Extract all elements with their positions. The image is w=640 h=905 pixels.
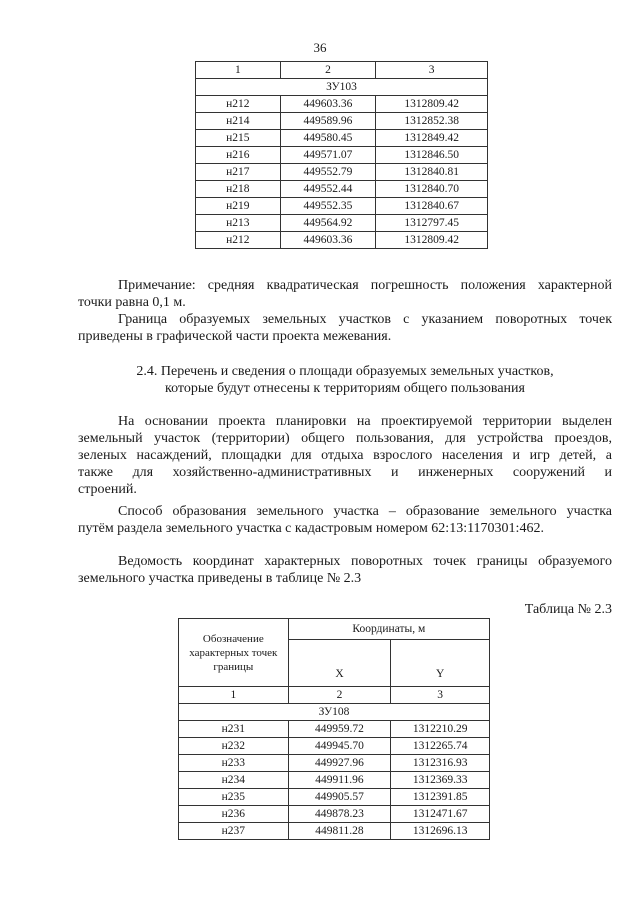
point-id: н236 bbox=[179, 806, 289, 823]
point-id: н219 bbox=[196, 198, 281, 215]
paragraph-line: строений. bbox=[78, 482, 137, 497]
coord-x: 449564.92 bbox=[280, 215, 376, 232]
table-header-row bbox=[196, 62, 488, 79]
coordinates-header: Координаты, м bbox=[288, 619, 489, 640]
coord-x: 449552.44 bbox=[280, 181, 376, 198]
coord-y: 1312696.13 bbox=[391, 823, 490, 840]
page-number: 36 bbox=[313, 40, 327, 55]
paragraph-coordinates-statement bbox=[78, 553, 612, 587]
column-number: 2 bbox=[288, 687, 391, 704]
coord-x: 449905.57 bbox=[288, 789, 391, 806]
point-id: н231 bbox=[179, 721, 289, 738]
coord-x: 449811.28 bbox=[288, 823, 391, 840]
coordinates-table-zu108 bbox=[178, 618, 490, 840]
column-number: 3 bbox=[391, 687, 490, 704]
paragraph-line: На основании проекта планировки на проектируемой территории выделен bbox=[118, 414, 612, 429]
coord-y: 1312316.93 bbox=[391, 755, 490, 772]
coord-x: 449552.35 bbox=[280, 198, 376, 215]
table-row bbox=[179, 772, 490, 789]
point-id: н214 bbox=[196, 113, 281, 130]
paragraph-line: путём раздела земельного участка с кадастровым номером 62:13:1170301:462. bbox=[78, 521, 544, 536]
coord-x: 449552.79 bbox=[280, 164, 376, 181]
table-row bbox=[196, 96, 488, 113]
table-row bbox=[196, 164, 488, 181]
point-id: н218 bbox=[196, 181, 281, 198]
coord-y: 1312809.42 bbox=[376, 96, 488, 113]
coord-y: 1312840.81 bbox=[376, 164, 488, 181]
paragraph-line: также для хозяйственно-административных и инженерных сооружений и bbox=[78, 465, 612, 480]
coord-x: 449603.36 bbox=[280, 232, 376, 249]
paragraph-formation-method bbox=[78, 503, 612, 537]
table-row bbox=[196, 130, 488, 147]
column-number: 1 bbox=[196, 62, 281, 79]
point-id: н212 bbox=[196, 232, 281, 249]
coord-y: 1312391.85 bbox=[391, 789, 490, 806]
table-number-row bbox=[179, 687, 490, 704]
table-row bbox=[179, 789, 490, 806]
header-line: границы bbox=[213, 660, 254, 673]
header-line: характерных точек bbox=[189, 646, 278, 659]
parcel-label: ЗУ108 bbox=[179, 704, 490, 721]
header-line: Обозначение bbox=[202, 632, 264, 645]
note-block bbox=[78, 277, 612, 345]
table-row bbox=[179, 755, 490, 772]
parcel-label: ЗУ103 bbox=[196, 79, 488, 96]
column-number: 1 bbox=[179, 687, 289, 704]
paragraph-line: земельный участок (территории) общего пользования, для устройства проездов, bbox=[78, 431, 612, 446]
column-number: 3 bbox=[376, 62, 488, 79]
coord-y: 1312369.33 bbox=[391, 772, 490, 789]
paragraph-public-land bbox=[78, 413, 612, 498]
coord-y: 1312840.70 bbox=[376, 181, 488, 198]
section-heading bbox=[78, 363, 612, 397]
point-id: н234 bbox=[179, 772, 289, 789]
coordinates-table-zu103 bbox=[195, 61, 488, 249]
point-id: н232 bbox=[179, 738, 289, 755]
table-row bbox=[179, 806, 490, 823]
coord-y: 1312840.67 bbox=[376, 198, 488, 215]
table-row bbox=[196, 147, 488, 164]
note-line: точки равна 0,1 м. bbox=[78, 295, 186, 310]
coord-y: 1312265.74 bbox=[391, 738, 490, 755]
point-id: н233 bbox=[179, 755, 289, 772]
table-row bbox=[196, 113, 488, 130]
y-header: Y bbox=[391, 640, 490, 687]
table-row bbox=[196, 215, 488, 232]
coord-x: 449571.07 bbox=[280, 147, 376, 164]
paragraph-line: Способ образования земельного участка – образование земельного участка bbox=[118, 504, 612, 519]
coord-x: 449911.96 bbox=[288, 772, 391, 789]
coord-x: 449945.70 bbox=[288, 738, 391, 755]
note-line: Примечание: средняя квадратическая погрешность положения характерной bbox=[118, 278, 612, 293]
point-id: н212 bbox=[196, 96, 281, 113]
coord-y: 1312210.29 bbox=[391, 721, 490, 738]
column-number: 2 bbox=[280, 62, 376, 79]
coord-y: 1312849.42 bbox=[376, 130, 488, 147]
paragraph-line: зеленых насаждений, площадки для отдыха взрослого населения и игр детей, а bbox=[78, 448, 612, 463]
coord-x: 449878.23 bbox=[288, 806, 391, 823]
coord-y: 1312846.50 bbox=[376, 147, 488, 164]
coord-x: 449589.96 bbox=[280, 113, 376, 130]
coord-x: 449603.36 bbox=[280, 96, 376, 113]
point-id: н215 bbox=[196, 130, 281, 147]
point-id: н216 bbox=[196, 147, 281, 164]
paragraph-line: земельного участка приведены в таблице № 2.3 bbox=[78, 571, 362, 586]
note-line: Граница образуемых земельных участков с указанием поворотных точек bbox=[118, 312, 612, 327]
note-line: приведены в графической части проекта межевания. bbox=[78, 329, 392, 344]
coord-y: 1312852.38 bbox=[376, 113, 488, 130]
coord-y: 1312797.45 bbox=[376, 215, 488, 232]
coord-y: 1312471.67 bbox=[391, 806, 490, 823]
table-header-row bbox=[179, 619, 490, 640]
coord-x: 449959.72 bbox=[288, 721, 391, 738]
paragraph-line: Ведомость координат характерных поворотных точек границы образуемого bbox=[118, 554, 612, 569]
section-heading-line: которые будут отнесены к территориям общего пользования bbox=[165, 381, 525, 396]
table-group-row bbox=[196, 79, 488, 96]
table-row bbox=[196, 181, 488, 198]
table-row bbox=[196, 198, 488, 215]
point-id: н213 bbox=[196, 215, 281, 232]
coord-y: 1312809.42 bbox=[376, 232, 488, 249]
table-caption: Таблица № 2.3 bbox=[524, 602, 612, 617]
table-row bbox=[179, 738, 490, 755]
point-id: н235 bbox=[179, 789, 289, 806]
coord-x: 449580.45 bbox=[280, 130, 376, 147]
section-heading-line: 2.4. Перечень и сведения о площади образуемых земельных участков, bbox=[136, 364, 554, 379]
table-group-row bbox=[179, 704, 490, 721]
point-id: н237 bbox=[179, 823, 289, 840]
point-designation-header bbox=[179, 619, 289, 687]
table-row bbox=[179, 721, 490, 738]
coord-x: 449927.96 bbox=[288, 755, 391, 772]
x-header: X bbox=[288, 640, 391, 687]
point-id: н217 bbox=[196, 164, 281, 181]
table-row bbox=[196, 232, 488, 249]
table-row bbox=[179, 823, 490, 840]
